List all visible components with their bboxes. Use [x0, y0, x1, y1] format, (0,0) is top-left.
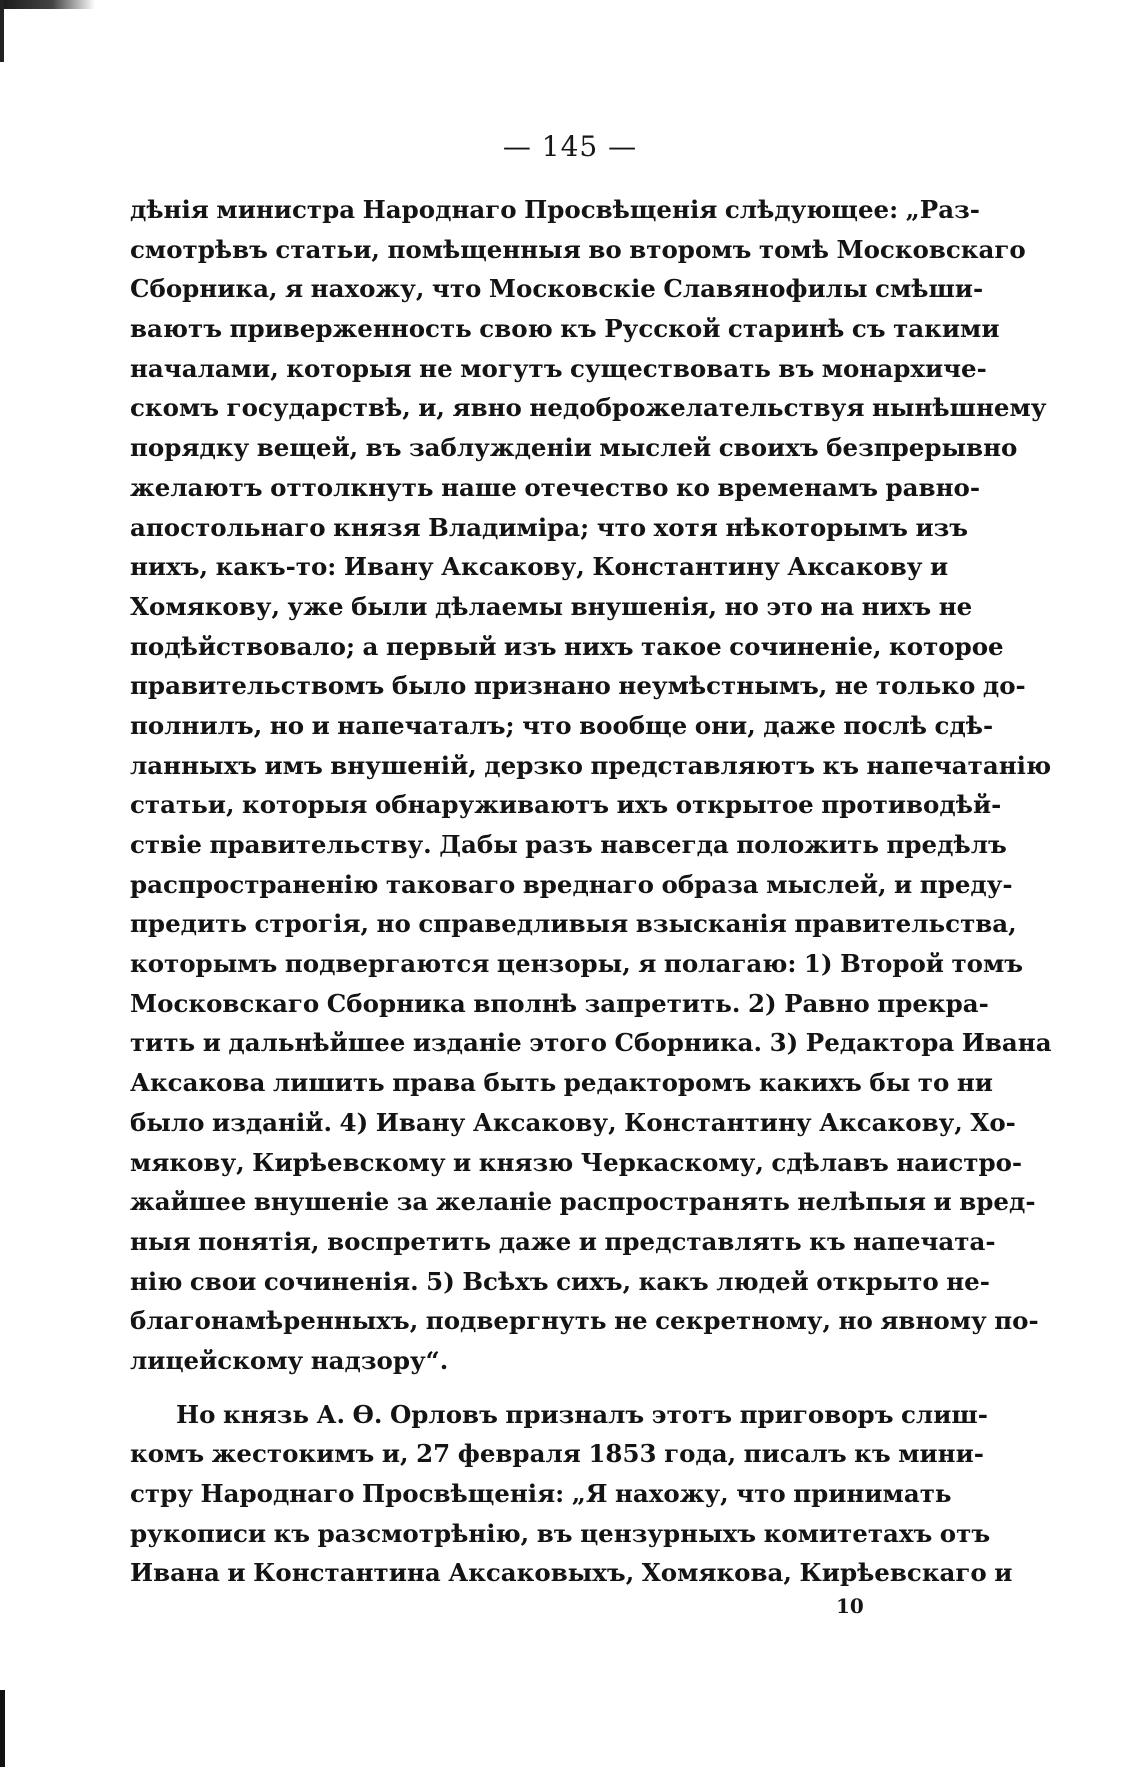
text-line: ваютъ приверженность свою къ Русской старинѣ съ такими	[130, 314, 1000, 344]
text-line: нихъ, какъ-то: Ивану Аксакову, Константину Аксакову и	[130, 552, 949, 582]
scan-edge-left-top	[0, 0, 4, 62]
text-line: мякову, Кирѣевскому и князю Черкаскому, сдѣлавъ наистро-	[130, 1147, 1023, 1177]
scan-edge-left-bottom	[0, 1690, 5, 1767]
text-line: дѣнія министра Народнаго Просвѣщенія слѣдующее: „Раз-	[130, 195, 980, 224]
text-line: комъ жестокимъ и, 27 февраля 1853 года, писалъ къ мини-	[130, 1439, 984, 1469]
text-line: которымъ подвергаются цензоры, я полагаю: 1) Второй томъ	[130, 949, 1024, 979]
signature-mark: 10	[836, 1594, 864, 1618]
text-line: началами, которыя не могутъ существовать въ монархиче-	[130, 353, 987, 383]
page-body	[130, 190, 1052, 1593]
text-line: Московскаго Сборника вполнѣ запретить. 2) Равно прекра-	[130, 988, 989, 1018]
text-line: благонамѣренныхъ, подвергнуть не секретному, но явному по-	[130, 1306, 1039, 1336]
text-line: порядку вещей, въ заблужденіи мыслей своихъ безпрерывно	[130, 433, 1018, 463]
text-line: ствіе правительству. Дабы разъ навсегда положить предѣлъ	[130, 830, 1007, 859]
text-line: смотрѣвъ статьи, помѣщенныя во второмъ томѣ Московскаго	[130, 234, 1026, 264]
text-line: Хомякову, уже были дѣлаемы внушенія, но это на нихъ не	[130, 591, 973, 621]
text-line: Сборника, я нахожу, что Московскіе Славянофилы смѣши-	[130, 274, 984, 304]
text-line: нію свои сочиненія. 5) Всѣхъ сихъ, какъ людей открыто не-	[130, 1266, 990, 1296]
text-line: жайшее внушеніе за желаніе распространять нелѣпыя и вред-	[130, 1187, 1036, 1217]
text-line: лицейскому надзору“.	[130, 1345, 449, 1375]
text-line: статьи, которыя обнаруживаютъ ихъ открытое противодѣй-	[130, 790, 1002, 820]
text-line: ныя понятія, воспретить даже и представлять къ напечата-	[130, 1226, 996, 1256]
text-line: правительствомъ было признано неумѣстнымъ, не только до-	[130, 671, 1026, 701]
text-line: Аксакова лишить права быть редакторомъ какихъ бы то ни	[130, 1068, 993, 1098]
text-line: ланныхъ имъ внушеній, дерзко представляютъ къ напечатанію	[130, 750, 1052, 780]
paragraph-gap	[130, 1381, 940, 1395]
text-line: стру Народнаго Просвѣщенія: „Я нахожу, что принимать	[130, 1479, 952, 1508]
text-line: предить строгія, но справедливыя взысканія правительства,	[130, 909, 1017, 939]
text-line: подѣйствовало; а первый изъ нихъ такое сочиненіе, которое	[130, 631, 1004, 661]
text-line: распространенію таковаго вреднаго образа мыслей, и преду-	[130, 869, 1013, 899]
text-line: Но князь А. Ѳ. Орловъ призналъ этотъ приговоръ слиш-	[176, 1399, 988, 1429]
scan-edge-top	[0, 0, 95, 9]
paragraph-1	[130, 190, 1052, 1381]
text-line: полнилъ, но и напечаталъ; что вообще они, даже послѣ сдѣ-	[130, 710, 994, 740]
page-number: — 145 —	[502, 130, 638, 163]
text-line: скомъ государствѣ, и, явно недоброжелательствуя нынѣшнему	[130, 393, 1047, 423]
paragraph-2	[130, 1395, 1013, 1593]
text-line: желаютъ оттолкнуть наше отечество ко временамъ равно-	[130, 472, 981, 502]
text-line: рукописи къ разсмотрѣнію, въ цензурныхъ комитетахъ отъ	[130, 1518, 991, 1548]
text-line: было изданій. 4) Ивану Аксакову, Константину Аксакову, Хо-	[130, 1107, 1016, 1137]
text-line: апостольнаго князя Владиміра; что хотя нѣкоторымъ изъ	[130, 512, 969, 542]
text-line: Ивана и Константина Аксаковыхъ, Хомякова, Кирѣевскаго и	[130, 1558, 1013, 1588]
text-line: тить и дальнѣйшее изданіе этого Сборника. 3) Редактора Ивана	[130, 1028, 1052, 1058]
